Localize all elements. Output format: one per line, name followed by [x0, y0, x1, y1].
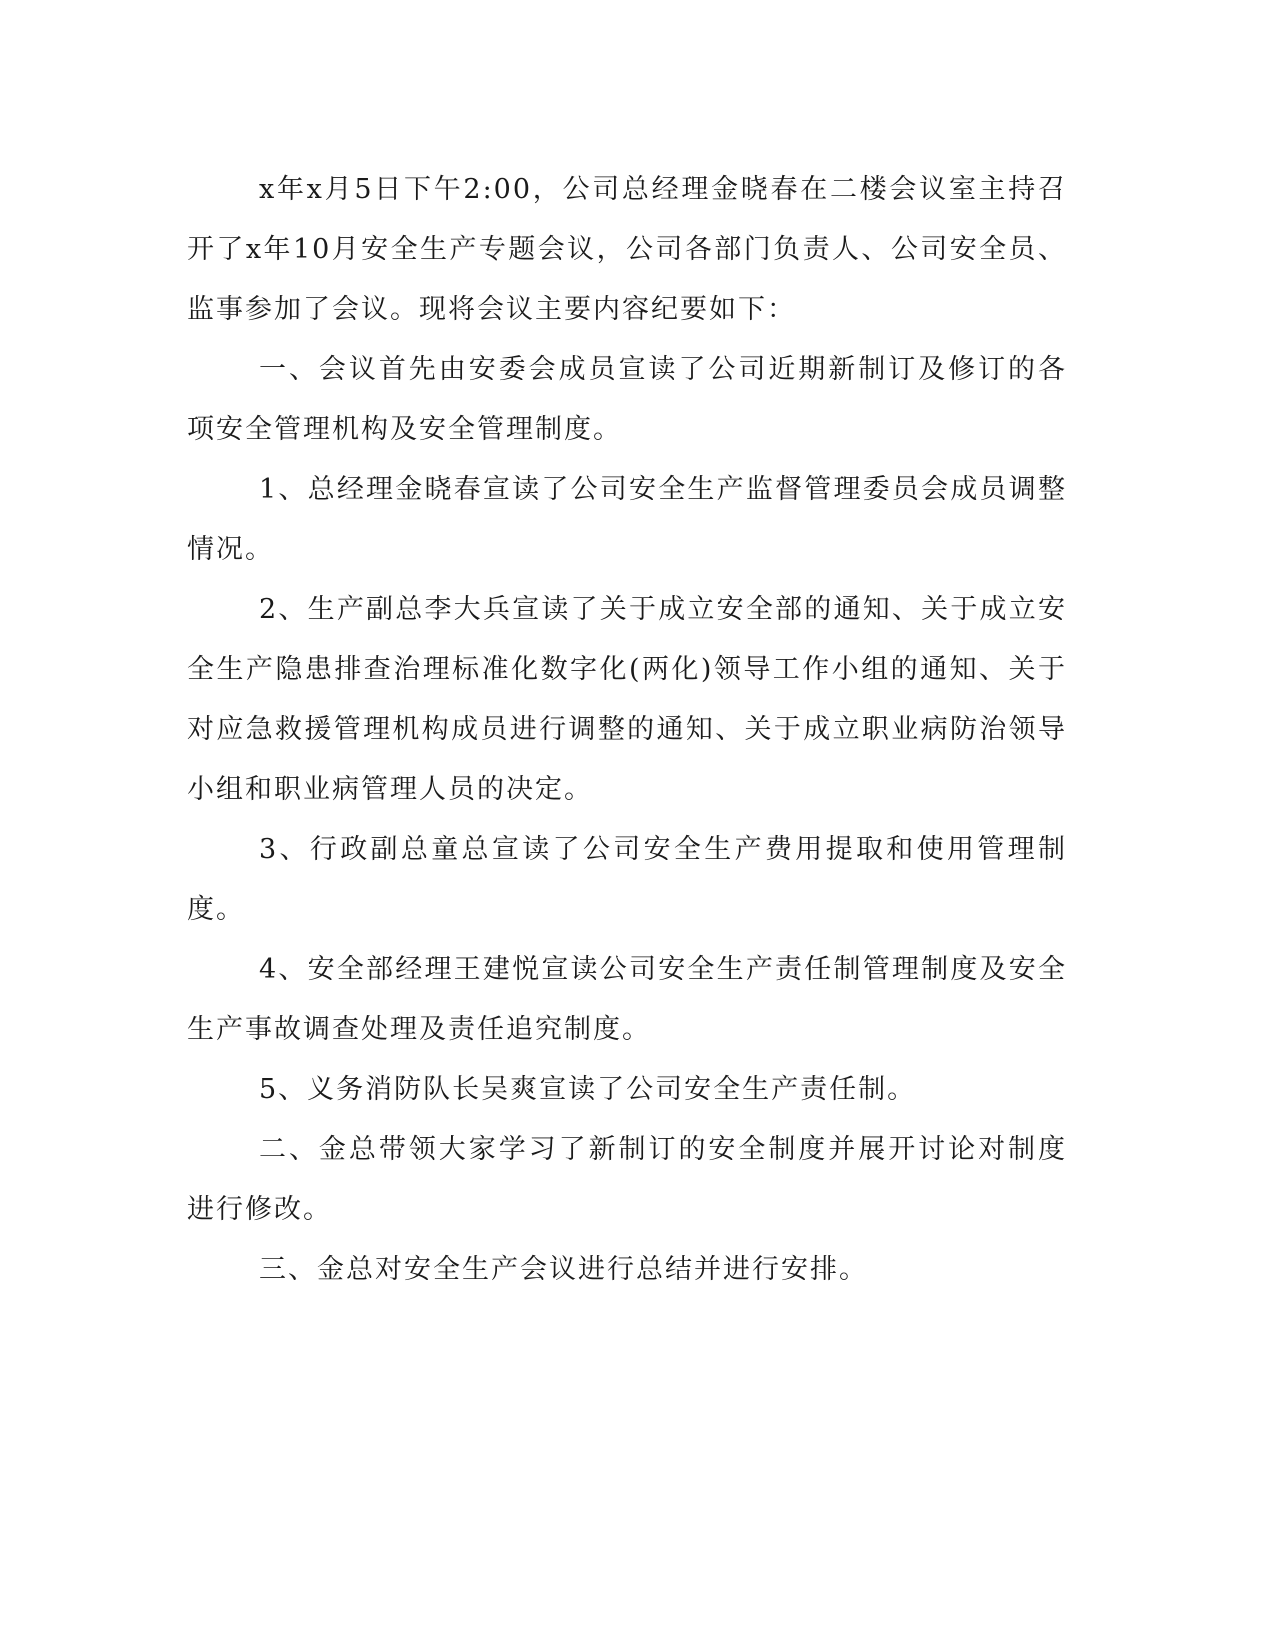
item-2-paragraph: 2、生产副总李大兵宣读了关于成立安全部的通知、关于成立安全生产隐患排查治理标准化数字化(两化)领导工作小组的通知、关于对应急救援管理机构成员进行调整的通知、关于成立职业病防治领导小组和职业病管理人员的决定。 — [187, 594, 1067, 805]
section-three-paragraph: 三、金总对安全生产会议进行总结并进行安排。 — [259, 1254, 868, 1285]
item-1-paragraph: 1、总经理金晓春宣读了公司安全生产监督管理委员会成员调整情况。 — [187, 474, 1067, 565]
item-5-paragraph: 5、义务消防队长吴爽宣读了公司安全生产责任制。 — [259, 1074, 917, 1105]
section-one-paragraph: 一、会议首先由安委会成员宣读了公司近期新制订及修订的各项安全管理机构及安全管理制度。 — [187, 354, 1067, 445]
item-4-paragraph: 4、安全部经理王建悦宣读公司安全生产责任制管理制度及安全生产事故调查处理及责任追究制度。 — [187, 954, 1067, 1045]
document-body — [187, 160, 1067, 1300]
item-3-paragraph: 3、行政副总童总宣读了公司安全生产费用提取和使用管理制度。 — [187, 834, 1067, 925]
meeting-intro-paragraph: x年x月5日下午2:00，公司总经理金晓春在二楼会议室主持召开了x年10月安全生产专题会议，公司各部门负责人、公司安全员、监事参加了会议。现将会议主要内容纪要如下： — [187, 174, 1067, 325]
section-two-paragraph: 二、金总带领大家学习了新制订的安全制度并展开讨论对制度进行修改。 — [187, 1134, 1067, 1225]
